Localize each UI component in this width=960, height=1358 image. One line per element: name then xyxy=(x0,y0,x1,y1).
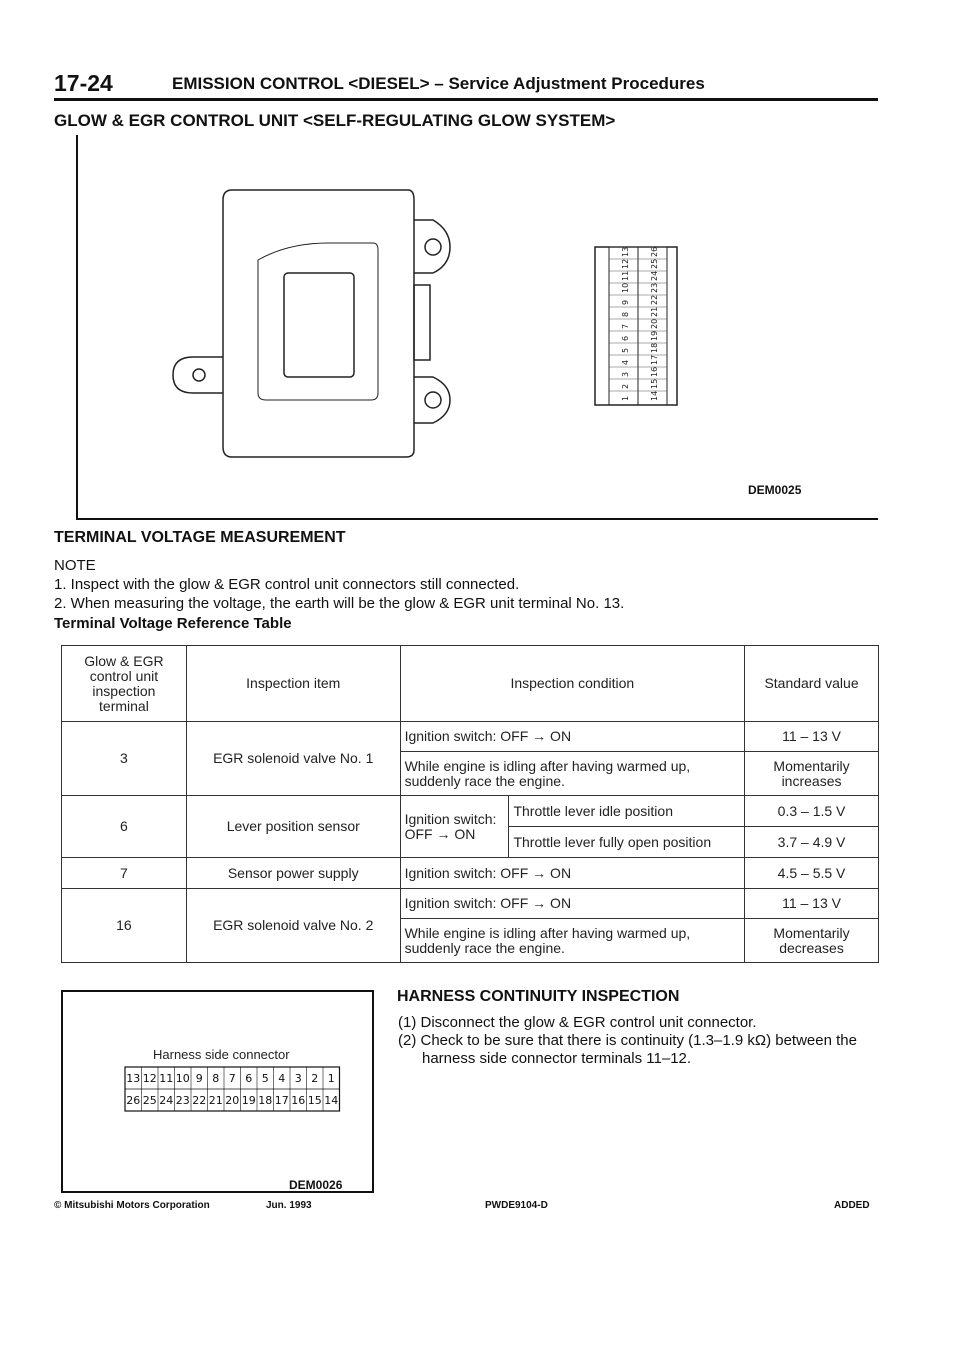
connector-pin-label: 19 xyxy=(650,330,659,341)
header-rule xyxy=(54,98,878,101)
connector-pin-label: 20 xyxy=(650,318,659,329)
connector-pin-label: 1 xyxy=(621,395,630,401)
note-label: NOTE xyxy=(54,557,96,574)
harness-pin-label: 9 xyxy=(195,1072,203,1085)
harness-pin-label: 5 xyxy=(261,1072,269,1085)
harness-pin-label: 10 xyxy=(175,1072,190,1085)
harness-steps xyxy=(398,1014,883,1068)
header-item: Inspection item xyxy=(186,646,400,722)
item-cell: EGR solenoid valve No. 1 xyxy=(186,722,400,796)
connector-pin-label: 25 xyxy=(650,258,659,269)
note-item-1: 1. Inspect with the glow & EGR control unit connectors still connected. xyxy=(54,576,520,593)
footer-status: ADDED xyxy=(834,1200,870,1211)
condition-cell: Ignition switch: OFF → ON xyxy=(400,858,744,889)
connector-pin-label: 11 xyxy=(621,270,630,281)
terminal-cell: 16 xyxy=(62,889,187,963)
connector-pin-label: 24 xyxy=(650,270,659,281)
table-row xyxy=(62,889,879,919)
connector-pin-label: 10 xyxy=(621,282,630,293)
harness-pin-label: 21 xyxy=(208,1094,223,1107)
harness-pin-label: 11 xyxy=(159,1072,174,1085)
harness-pin-label: 24 xyxy=(159,1094,174,1107)
harness-pin-label: 19 xyxy=(241,1094,256,1107)
harness-pin-label: 18 xyxy=(258,1094,273,1107)
value-cell: 0.3 – 1.5 V xyxy=(745,796,879,827)
terminal-cell: 7 xyxy=(62,858,187,889)
table-header-row xyxy=(62,646,879,722)
connector-pin-label: 7 xyxy=(621,323,630,329)
harness-connector-caption: Harness side connector xyxy=(153,1047,290,1062)
tvm-title: TERMINAL VOLTAGE MEASUREMENT xyxy=(54,529,346,546)
harness-pin-label: 6 xyxy=(245,1072,253,1085)
connector-pin-label: 6 xyxy=(621,335,630,341)
terminal-voltage-table xyxy=(61,645,879,963)
item-cell: Lever position sensor xyxy=(186,796,400,858)
page-number: 17-24 xyxy=(54,70,113,96)
condition-cell: Ignition switch: OFF → ON xyxy=(400,722,744,752)
header-terminal: Glow & EGR control unit inspection terminal xyxy=(62,646,187,722)
table-row xyxy=(62,796,879,827)
harness-pin-label: 1 xyxy=(327,1072,335,1085)
condition-cell: Ignition switch: OFF → ON xyxy=(400,796,509,858)
figure-code: DEM0025 xyxy=(748,483,802,497)
table-row xyxy=(62,858,879,889)
value-cell: 4.5 – 5.5 V xyxy=(745,858,879,889)
harness-pin-label: 26 xyxy=(126,1094,141,1107)
harness-pin-label: 3 xyxy=(294,1072,302,1085)
harness-pin-label: 7 xyxy=(228,1072,236,1085)
item-cell: EGR solenoid valve No. 2 xyxy=(186,889,400,963)
harness-connector-figure xyxy=(61,990,374,1193)
footer-date: Jun. 1993 xyxy=(266,1200,312,1211)
connector-pin-label: 13 xyxy=(621,246,630,257)
connector-pin-label: 14 xyxy=(650,390,659,401)
header-condition: Inspection condition xyxy=(400,646,744,722)
connector-pin-label: 3 xyxy=(621,371,630,377)
value-cell: Momentarily decreases xyxy=(745,919,879,963)
value-cell: 11 – 13 V xyxy=(745,722,879,752)
value-cell: Momentarily increases xyxy=(745,752,879,796)
connector-pin-label: 9 xyxy=(621,299,630,305)
connector-pin-label: 4 xyxy=(621,359,630,365)
condition-cell: Ignition switch: OFF → ON xyxy=(400,889,744,919)
connector-pin-label: 22 xyxy=(650,294,659,305)
harness-step-2: (2) Check to be sure that there is continuity (1.3–1.9 kΩ) between the harness side connector terminals 11–12. xyxy=(398,1032,857,1067)
connector-pin-label: 5 xyxy=(621,347,630,353)
connector-pin-label: 21 xyxy=(650,306,659,317)
harness-pin-label: 22 xyxy=(192,1094,207,1107)
connector-pin-label: 8 xyxy=(621,311,630,317)
condition-cell: While engine is idling after having warmed up, suddenly race the engine. xyxy=(400,752,744,796)
terminal-cell: 6 xyxy=(62,796,187,858)
note-item-2: 2. When measuring the voltage, the earth will be the glow & EGR unit terminal No. 13. xyxy=(54,595,625,612)
control-unit-figure xyxy=(76,135,878,520)
connector-pin-label: 23 xyxy=(650,282,659,293)
connector-pin-label: 17 xyxy=(650,354,659,365)
condition-cell: While engine is idling after having warmed up, suddenly race the engine. xyxy=(400,919,744,963)
footer-copyright: © Mitsubishi Motors Corporation xyxy=(54,1200,210,1211)
harness-pin-label: 12 xyxy=(142,1072,157,1085)
value-cell: 11 – 13 V xyxy=(745,889,879,919)
connector-pin-label: 15 xyxy=(650,378,659,389)
harness-pin-label: 2 xyxy=(311,1072,319,1085)
harness-pin-label: 8 xyxy=(212,1072,220,1085)
figure-code: DEM0026 xyxy=(289,1178,343,1192)
harness-pin-label: 14 xyxy=(324,1094,339,1107)
harness-pin-label: 20 xyxy=(225,1094,240,1107)
item-cell: Sensor power supply xyxy=(186,858,400,889)
connector-pin-label: 2 xyxy=(621,383,630,389)
page-header-title: EMISSION CONTROL <DIESEL> – Service Adjustment Procedures xyxy=(172,74,705,93)
table-row xyxy=(62,722,879,752)
value-cell: 3.7 – 4.9 V xyxy=(745,827,879,858)
footer-code: PWDE9104-D xyxy=(485,1200,548,1211)
connector-pin-label: 18 xyxy=(650,342,659,353)
header-value: Standard value xyxy=(745,646,879,722)
harness-pin-label: 13 xyxy=(126,1072,141,1085)
harness-pin-label: 23 xyxy=(175,1094,190,1107)
section-title: GLOW & EGR CONTROL UNIT <SELF-REGULATING GLOW SYSTEM> xyxy=(54,111,616,130)
harness-pin-label: 4 xyxy=(278,1072,286,1085)
harness-pin-label: 25 xyxy=(142,1094,157,1107)
connector-pin-label: 16 xyxy=(650,366,659,377)
harness-pin-label: 16 xyxy=(291,1094,306,1107)
harness-connector-drawing xyxy=(63,992,372,1191)
harness-title: HARNESS CONTINUITY INSPECTION xyxy=(397,988,680,1005)
connector-pin-label: 26 xyxy=(650,246,659,257)
control-unit-drawing xyxy=(78,135,878,518)
connector-pin-label: 12 xyxy=(621,258,630,269)
note-block xyxy=(54,556,624,613)
harness-pin-label: 15 xyxy=(307,1094,322,1107)
table-title: Terminal Voltage Reference Table xyxy=(54,615,292,632)
harness-step-1: (1) Disconnect the glow & EGR control unit connector. xyxy=(398,1014,757,1031)
terminal-cell: 3 xyxy=(62,722,187,796)
harness-pin-label: 17 xyxy=(274,1094,289,1107)
subcondition-cell: Throttle lever fully open position xyxy=(509,827,745,858)
subcondition-cell: Throttle lever idle position xyxy=(509,796,745,827)
